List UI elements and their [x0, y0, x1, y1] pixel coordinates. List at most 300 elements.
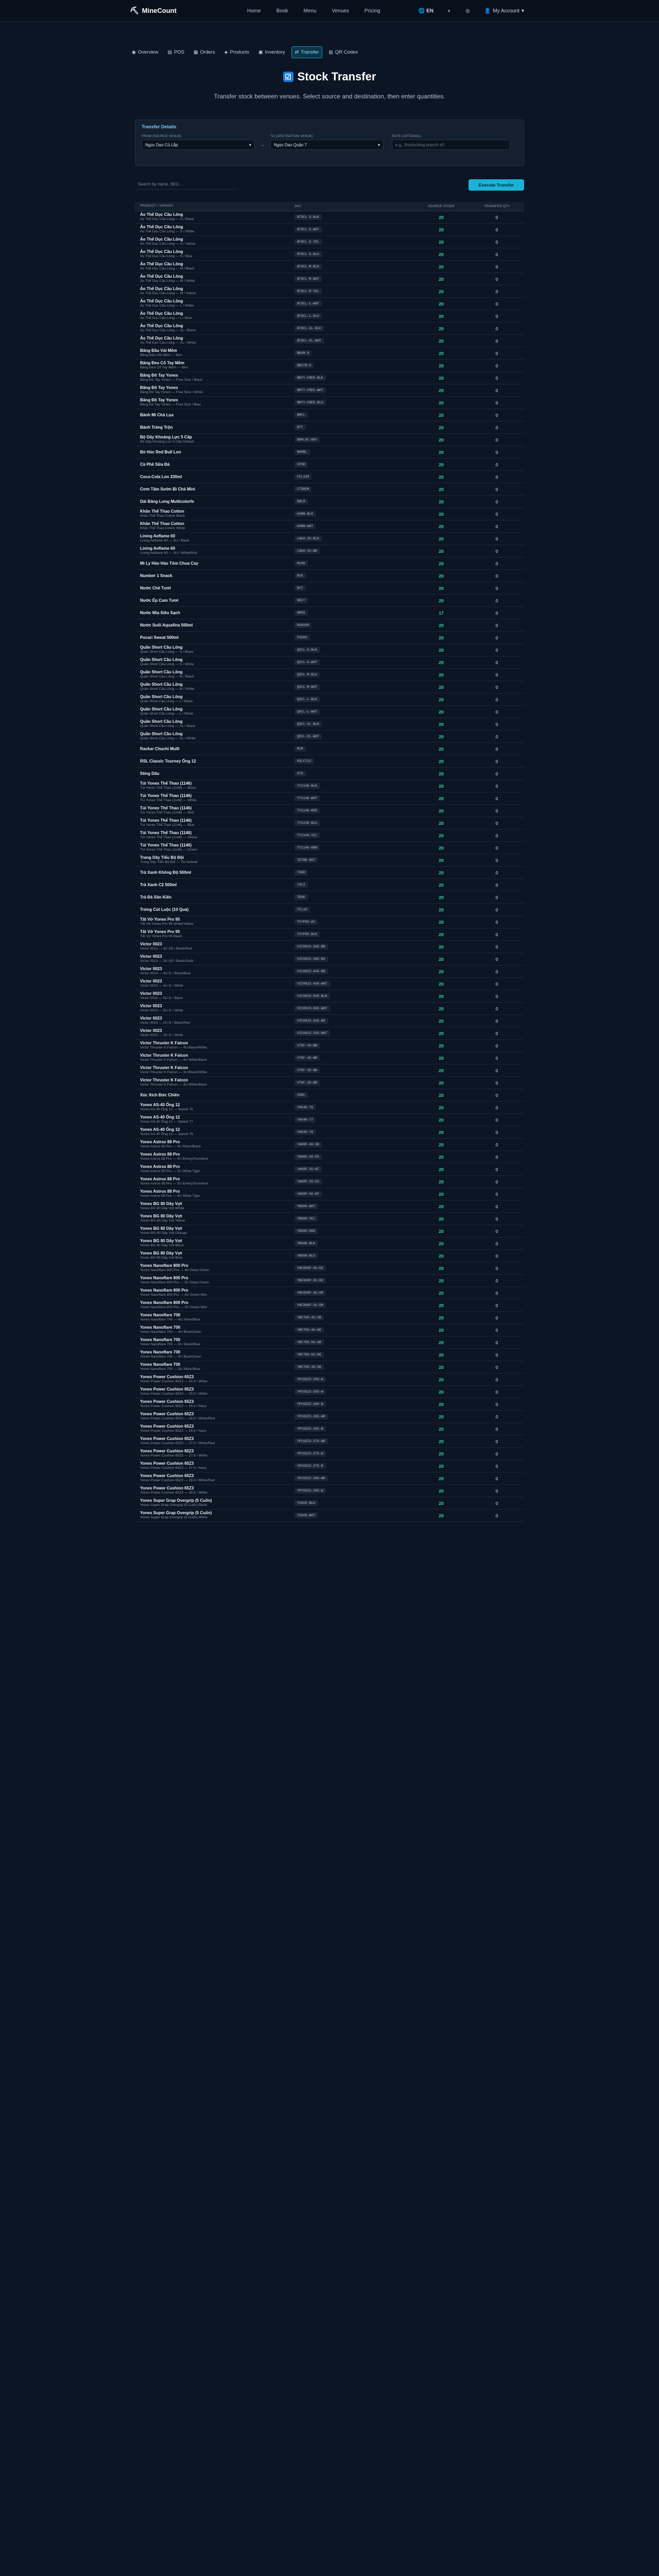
transfer-qty-input[interactable]: 0	[495, 1513, 498, 1518]
transfer-qty-input[interactable]: 0	[495, 1364, 498, 1370]
source-stock: 20	[439, 289, 444, 294]
transfer-qty-input[interactable]: 0	[495, 1488, 498, 1494]
product-variant: Túi Yonex Thể Thao (1146) — Yellow	[140, 836, 198, 840]
search-placeholder: Search by name, SKU...	[138, 182, 182, 187]
source-stock: 20	[439, 214, 444, 220]
product-variant: Yonex Nanoflare 700 — 3U Silver/Blue	[140, 1367, 200, 1371]
table-row	[135, 323, 524, 335]
transfer-qty-input[interactable]: 0	[495, 993, 498, 999]
transfer-qty-input[interactable]: 0	[495, 1253, 498, 1259]
transfer-qty-input[interactable]: 0	[495, 561, 498, 566]
transfer-qty-input[interactable]: 0	[495, 1327, 498, 1333]
tab-icon: ▥	[328, 49, 333, 55]
sku-badge: ÁTDCL-S-BLU	[294, 251, 322, 257]
product-variant: Áo Thể Dục Cầu Lông — M / Black	[140, 267, 195, 271]
transfer-qty-input[interactable]: 0	[495, 536, 498, 541]
sku-cell	[289, 214, 413, 220]
product-cell	[135, 1461, 289, 1470]
transfer-qty-input[interactable]: 0	[495, 486, 498, 492]
sku-badge: YA88P-3U-WT	[294, 1166, 322, 1172]
transfer-qty-input[interactable]: 0	[495, 1340, 498, 1345]
product-name: Yonex Power Cushion 65Z3	[140, 1461, 194, 1466]
source-stock: 20	[439, 1389, 444, 1395]
product-name: Rackar Chuchi Mulli	[140, 746, 180, 751]
execute-transfer-button[interactable]: Execute Transfer	[469, 179, 524, 191]
sku-badge: QSCL-S-WHT	[294, 659, 320, 665]
product-name: Lining Aeflame 60	[140, 546, 176, 551]
transfer-qty-input[interactable]: 0	[495, 758, 498, 764]
product-name: Áo Thể Dục Cầu Lông	[140, 274, 183, 279]
transfer-qty-input[interactable]: 0	[495, 709, 498, 715]
sku-badge: BĐCTM-D	[294, 363, 314, 368]
sku-badge: YPC65Z3-285-W	[294, 1488, 326, 1494]
table-row	[135, 434, 524, 446]
to-venue-value: Ngọc Dao Quận 7	[274, 142, 307, 147]
sku-badge: VTKF-3U-WB	[294, 1080, 320, 1086]
sku-cell	[289, 1426, 413, 1432]
product-cell	[135, 1473, 289, 1483]
transfer-qty-input[interactable]: 0	[495, 1204, 498, 1209]
transfer-qty-input[interactable]: 0	[495, 672, 498, 677]
product-variant: Băng Đô Tay Yonex — Free Size / Black	[140, 378, 203, 382]
sku-cell	[289, 239, 413, 245]
to-venue-select[interactable]	[270, 140, 384, 150]
table-row	[135, 520, 524, 533]
product-cell	[135, 1337, 289, 1347]
product-cell	[135, 771, 289, 776]
transfer-qty-input[interactable]: 0	[495, 894, 498, 900]
source-stock: 20	[439, 659, 444, 665]
transfer-qty-input[interactable]: 0	[495, 239, 498, 245]
product-variant: Túi Yonex Thể Thao (1146) — White	[140, 799, 197, 803]
product-cell	[135, 747, 289, 752]
sku-badge: YPC65Z3-260-N	[294, 1401, 326, 1407]
transfer-qty-input[interactable]: 0	[495, 276, 498, 282]
transfer-qty-input[interactable]: 0	[495, 1129, 498, 1135]
product-name: Túi Yonex Thể Thao (1146)	[140, 843, 192, 848]
table-row	[135, 1225, 524, 1238]
sku-badge: TDTBĐ-DEF	[294, 857, 318, 863]
product-name: Victor 0023	[140, 942, 162, 947]
transfer-qty-input[interactable]: 0	[495, 1055, 498, 1061]
transfer-qty-input[interactable]: 0	[495, 375, 498, 381]
table-row	[135, 1386, 524, 1398]
product-variant: Yonex Nanoflare 800 Pro — 4U Deep Green	[140, 1268, 209, 1273]
tab-icon: ▦	[194, 49, 198, 55]
sku-cell	[289, 437, 413, 443]
table-row	[135, 471, 524, 483]
transfer-qty-input[interactable]: 0	[495, 523, 498, 529]
product-variant: Túi Yonex Thể Thao (1146) — Red	[140, 811, 194, 815]
search-input[interactable]	[135, 179, 238, 190]
nav-book[interactable]: Book	[276, 8, 288, 14]
product-cell	[135, 719, 289, 728]
account-menu[interactable]: 👤 My Account ▾	[484, 8, 524, 14]
transfer-qty-input[interactable]: 0	[495, 1438, 498, 1444]
transfer-qty-input[interactable]: 0	[495, 820, 498, 826]
transfer-qty-input[interactable]: 0	[495, 610, 498, 616]
source-stock: 20	[439, 239, 444, 245]
product-variant: Quần Short Cầu Lông — S / Black	[140, 650, 194, 654]
tab-icon: ◈	[224, 49, 228, 55]
product-cell	[135, 855, 289, 865]
transfer-qty-input[interactable]: 0	[495, 956, 498, 962]
product-variant: Victor 0023 — 2U G / Black/Red	[140, 1021, 190, 1025]
source-stock: 20	[439, 1401, 444, 1407]
transfer-qty-input[interactable]: 0	[495, 1451, 498, 1456]
transfer-qty-input[interactable]: 0	[495, 721, 498, 727]
source-stock: 20	[439, 1290, 444, 1296]
transfer-qty-input[interactable]: 0	[495, 931, 498, 937]
transfer-qty-input[interactable]: 0	[495, 981, 498, 987]
transfer-qty-input[interactable]: 0	[495, 585, 498, 591]
transfer-qty-input[interactable]: 0	[495, 214, 498, 220]
transfer-qty-input[interactable]: 0	[495, 659, 498, 665]
sku-cell	[289, 1154, 413, 1160]
product-variant: Yonex Nanoflare 700 — 4U Blue/Green	[140, 1330, 201, 1334]
product-name: Yonex Power Cushion 65Z3	[140, 1412, 194, 1417]
transfer-qty-input[interactable]: 0	[495, 635, 498, 640]
table-row	[135, 743, 524, 755]
notification-icon[interactable]: ◎	[465, 8, 470, 14]
source-stock: 20	[439, 771, 444, 776]
product-variant: Áo Thể Dục Cầu Lông — M / White	[140, 279, 195, 283]
transfer-qty-input[interactable]: 0	[495, 1302, 498, 1308]
from-venue-select[interactable]	[142, 140, 255, 150]
transfer-qty-input[interactable]: 0	[495, 833, 498, 838]
transfer-qty-input[interactable]: 0	[495, 251, 498, 257]
product-name: Number 1 Snack	[140, 573, 172, 578]
product-name: Mì Ly Hảo Hảo Tôm Chua Cay	[140, 561, 199, 566]
nav-menu[interactable]: Menu	[303, 8, 317, 14]
transfer-qty-input[interactable]: 0	[495, 350, 498, 356]
transfer-qty-input[interactable]: 0	[495, 474, 498, 480]
transfer-qty-input[interactable]: 0	[495, 795, 498, 801]
sku-badge: TCL10	[294, 907, 310, 912]
sku-cell	[289, 919, 413, 925]
tab-orders[interactable]	[190, 46, 218, 58]
transfer-qty-input[interactable]: 0	[495, 387, 498, 393]
table-row	[135, 533, 524, 545]
transfer-qty-input[interactable]: 0	[495, 907, 498, 912]
source-stock: 20	[439, 721, 444, 727]
transfer-qty-input[interactable]: 0	[495, 1142, 498, 1147]
transfer-qty-input[interactable]: 0	[495, 1191, 498, 1197]
transfer-qty-input[interactable]: 0	[495, 1463, 498, 1469]
transfer-qty-input[interactable]: 0	[495, 1154, 498, 1160]
table-row	[135, 1015, 524, 1027]
tab-transfer[interactable]	[291, 46, 323, 58]
sku-badge: YA88P-4U-WT	[294, 1191, 322, 1197]
tab-pos[interactable]	[164, 46, 187, 58]
transfer-qty-input[interactable]: 0	[495, 771, 498, 776]
transfer-qty-input[interactable]: 0	[495, 1006, 498, 1011]
table-row	[135, 1188, 524, 1200]
transfer-qty-input[interactable]: 0	[495, 919, 498, 925]
product-variant: Yonex BG 80 Dây Vợt Yellow	[140, 1219, 185, 1223]
product-name: Yonex Astrox 88 Pro	[140, 1140, 180, 1145]
transfer-qty-input[interactable]: 0	[495, 1117, 498, 1123]
transfer-qty-input[interactable]: 0	[495, 1216, 498, 1222]
product-name: Xúc Xích Đức Chiên	[140, 1092, 180, 1097]
language-switch[interactable]: 🌐 EN	[418, 8, 434, 14]
table-row	[135, 1040, 524, 1052]
brand[interactable]	[130, 6, 177, 15]
table-row	[135, 1374, 524, 1386]
table-row	[135, 1052, 524, 1064]
product-variant: Áo Thể Dục Cầu Lông — S / Yellow	[140, 242, 196, 246]
sku-badge: TY1146-GRN	[294, 845, 320, 851]
tab-icon: ▤	[167, 49, 172, 55]
product-cell	[135, 274, 289, 283]
tab-inventory[interactable]	[255, 46, 288, 58]
product-variant: Túi Yonex Thể Thao (1146) — Blue	[140, 823, 195, 827]
transfer-qty-input[interactable]: 0	[495, 1080, 498, 1086]
product-cell	[135, 1498, 289, 1507]
transfer-qty-input[interactable]: 0	[495, 462, 498, 467]
transfer-qty-input[interactable]: 0	[495, 647, 498, 653]
col-stock: SOURCE STOCK	[428, 205, 455, 208]
sku-badge: YBG80-WHT	[294, 1204, 318, 1209]
source-stock: 20	[439, 1414, 444, 1419]
product-variant: Túi Yonex Thể Thao (1146) — Green	[140, 848, 198, 852]
source-stock: 20	[439, 1228, 444, 1234]
top-navbar	[0, 0, 659, 22]
product-name: Victor 0023	[140, 1028, 162, 1033]
product-cell	[135, 979, 289, 988]
transfer-qty-input[interactable]: 0	[495, 746, 498, 752]
transfer-qty-input[interactable]: 0	[495, 882, 498, 888]
sku-badge: TXC2	[294, 882, 308, 888]
table-row	[135, 459, 524, 471]
transfer-qty-input[interactable]: 0	[495, 425, 498, 430]
sku-cell	[289, 808, 413, 814]
sku-cell	[289, 338, 413, 344]
transfer-qty-input[interactable]: 0	[495, 1377, 498, 1382]
transfer-qty-input[interactable]: 0	[495, 783, 498, 789]
sku-badge: YBG80-YEL	[294, 1216, 318, 1222]
product-name: Quần Short Cầu Lông	[140, 732, 183, 737]
sku-cell	[289, 870, 413, 875]
source-stock: 20	[439, 734, 444, 739]
transfer-qty-input[interactable]: 0	[495, 1092, 498, 1098]
sku-badge: YBG80-BLU	[294, 1253, 318, 1259]
table-body	[135, 211, 524, 1522]
chevron-down-icon: ▾	[249, 142, 251, 147]
transfer-qty-input[interactable]: 0	[495, 1315, 498, 1320]
transfer-qty-input[interactable]: 0	[495, 1043, 498, 1048]
product-variant: Áo Thể Dục Cầu Lông — M / Yellow	[140, 292, 196, 296]
product-cell	[135, 1004, 289, 1013]
transfer-qty-input[interactable]: 0	[495, 573, 498, 579]
source-stock: 20	[439, 1278, 444, 1283]
sku-badge: YA88P-4U-SB	[294, 1142, 322, 1147]
transfer-qty-input[interactable]: 0	[495, 1414, 498, 1419]
transfer-qty-input[interactable]: 0	[495, 338, 498, 344]
product-name: Túi Yonex Thể Thao (1146)	[140, 781, 192, 786]
product-name: Victor Thruster K Falcon	[140, 1041, 188, 1046]
nav-pricing[interactable]: Pricing	[364, 8, 380, 14]
nav-venues[interactable]: Venues	[332, 8, 349, 14]
transfer-qty-input[interactable]: 0	[495, 969, 498, 974]
transfer-qty-input[interactable]: 0	[495, 1228, 498, 1234]
transfer-qty-input[interactable]: 0	[495, 1278, 498, 1283]
transfer-qty-input[interactable]: 0	[495, 1352, 498, 1358]
transfer-qty-input[interactable]: 0	[495, 1290, 498, 1296]
transfer-qty-input[interactable]: 0	[495, 622, 498, 628]
transfer-qty-input[interactable]: 0	[495, 697, 498, 702]
sku-cell	[289, 783, 413, 789]
product-cell	[135, 413, 289, 418]
table-row	[135, 928, 524, 941]
product-cell	[135, 1362, 289, 1371]
transfer-qty-input[interactable]: 0	[495, 289, 498, 294]
account-label: My Account	[493, 8, 519, 14]
product-cell	[135, 1115, 289, 1124]
product-name: Yonex Power Cushion 65Z3	[140, 1424, 194, 1429]
sku-badge: TVYP95-WY	[294, 919, 318, 925]
transfer-qty-input[interactable]: 0	[495, 1105, 498, 1110]
product-cell	[135, 1436, 289, 1446]
theme-toggle-icon[interactable]: ◐	[448, 8, 452, 14]
product-variant: Quần Short Cầu Lông — M / Black	[140, 675, 194, 679]
transfer-qty-input[interactable]: 0	[495, 1241, 498, 1246]
source-stock: 20	[439, 1463, 444, 1469]
transfer-qty-input[interactable]: 0	[495, 845, 498, 851]
transfer-qty-input[interactable]: 0	[495, 1401, 498, 1407]
table-row	[135, 891, 524, 904]
product-name: Nước Ép Cam Tươi	[140, 598, 179, 603]
transfer-qty-input[interactable]: 0	[495, 511, 498, 517]
tab-overview[interactable]	[129, 46, 161, 58]
sku-cell	[289, 647, 413, 653]
transfer-qty-input[interactable]: 0	[495, 1389, 498, 1395]
transfer-qty-input[interactable]: 0	[495, 870, 498, 875]
transfer-qty-input[interactable]: 0	[495, 598, 498, 603]
product-variant: Victor Thruster K Falcon — 4U White/Black	[140, 1058, 207, 1062]
sku-badge: VIC0023-3U5-BR	[294, 944, 328, 950]
source-stock: 20	[439, 746, 444, 752]
sku-cell	[289, 486, 413, 492]
source-stock: 20	[439, 462, 444, 467]
table-row	[135, 632, 524, 644]
sku-badge: LA60-3U-WR	[294, 548, 320, 554]
transfer-qty-input[interactable]: 0	[495, 1476, 498, 1481]
tab-icon: ▣	[258, 49, 263, 55]
product-cell	[135, 954, 289, 963]
sku-cell	[289, 1327, 413, 1333]
sku-badge: YNF800P-4U-GM	[294, 1290, 326, 1296]
product-name: Áo Thể Dục Cầu Lông	[140, 262, 183, 267]
transfer-qty-input[interactable]: 0	[495, 264, 498, 269]
product-name: Cà Phê Sữa Đá	[140, 462, 170, 467]
sku-cell	[289, 350, 413, 356]
source-stock: 20	[439, 474, 444, 480]
product-cell	[135, 818, 289, 827]
table-row	[135, 904, 524, 916]
transfer-qty-input[interactable]: 0	[495, 1265, 498, 1271]
sku-cell	[289, 1216, 413, 1222]
sku-cell	[289, 894, 413, 900]
sku-badge: ÁTDCL-M-WHT	[294, 276, 322, 282]
product-name: Áo Thể Dục Cầu Lông	[140, 225, 183, 230]
transfer-qty-input[interactable]: 0	[495, 301, 498, 307]
transfer-qty-input[interactable]: 0	[495, 437, 498, 443]
tab-qr-codes[interactable]	[325, 46, 361, 58]
transfer-qty-input[interactable]: 0	[495, 1067, 498, 1073]
sku-badge: ÁTDCL-M-BLK	[294, 264, 322, 269]
transfer-qty-input[interactable]: 0	[495, 944, 498, 950]
sku-cell	[289, 672, 413, 677]
sku-badge: YPC65Z3-280-WR	[294, 1476, 328, 1481]
sku-badge: QSCL-S-BLK	[294, 647, 320, 653]
transfer-qty-input[interactable]: 0	[495, 734, 498, 739]
nav-right	[419, 0, 524, 22]
transfer-qty-input[interactable]: 0	[495, 684, 498, 690]
product-variant: Yonex AS-40 Ống 12 — Speed 77	[140, 1120, 193, 1124]
sku-badge: ÁTDCL-S-BLK	[294, 214, 322, 220]
product-cell	[135, 1103, 289, 1112]
transfer-qty-input[interactable]: 0	[495, 1166, 498, 1172]
source-stock: 20	[439, 449, 444, 455]
note-input[interactable]	[392, 140, 510, 150]
sku-badge: YNF800P-3U-DG	[294, 1278, 326, 1283]
brand-logo-icon: ⛏	[130, 6, 139, 14]
transfer-qty-input[interactable]: 0	[495, 412, 498, 418]
transfer-qty-input[interactable]: 0	[495, 313, 498, 319]
product-cell	[135, 831, 289, 840]
product-name: Áo Thể Dục Cầu Lông	[140, 311, 183, 316]
transfer-qty-input[interactable]: 0	[495, 1030, 498, 1036]
product-cell	[135, 1511, 289, 1520]
tab-products[interactable]	[221, 46, 252, 58]
sku-cell	[289, 1253, 413, 1259]
transfer-qty-input[interactable]: 0	[495, 449, 498, 455]
product-name: Yonex Nanoflare 800 Pro	[140, 1263, 188, 1268]
transfer-qty-input[interactable]: 0	[495, 548, 498, 554]
transfer-qty-input[interactable]: 0	[495, 1500, 498, 1506]
sku-cell	[289, 882, 413, 888]
product-cell	[135, 534, 289, 543]
product-variant: Yonex Power Cushion 65Z3 — 25.0 / White	[140, 1380, 207, 1384]
table-row	[135, 731, 524, 743]
transfer-qty-input[interactable]: 0	[495, 363, 498, 368]
transfer-qty-input[interactable]: 0	[495, 1179, 498, 1184]
sku-cell	[289, 1092, 413, 1098]
transfer-qty-input[interactable]: 0	[495, 1426, 498, 1432]
product-variant: Yonex Power Cushion 65Z3 — 26.5 / Navy	[140, 1429, 206, 1433]
table-row	[135, 595, 524, 607]
transfer-qty-input[interactable]: 0	[495, 400, 498, 405]
transfer-qty-input[interactable]: 0	[495, 499, 498, 504]
transfer-qty-input[interactable]: 0	[495, 808, 498, 814]
product-cell	[135, 870, 289, 875]
sku-badge: TY1146-YEL	[294, 833, 320, 838]
source-stock: 20	[439, 301, 444, 307]
source-stock: 20	[439, 1105, 444, 1110]
sku-cell	[289, 1080, 413, 1086]
transfer-qty-input[interactable]: 0	[495, 326, 498, 331]
sku-cell	[289, 1488, 413, 1494]
table-row	[135, 1423, 524, 1435]
product-variant: Bộ Dây Khoáng Lực 5 Cấp Default	[140, 440, 194, 444]
source-stock: 20	[439, 1129, 444, 1135]
transfer-qty-input[interactable]: 0	[495, 1018, 498, 1024]
transfer-qty-input[interactable]: 0	[495, 857, 498, 863]
transfer-qty-input[interactable]: 0	[495, 227, 498, 232]
nav-home[interactable]: Home	[247, 8, 261, 14]
table-row	[135, 755, 524, 768]
